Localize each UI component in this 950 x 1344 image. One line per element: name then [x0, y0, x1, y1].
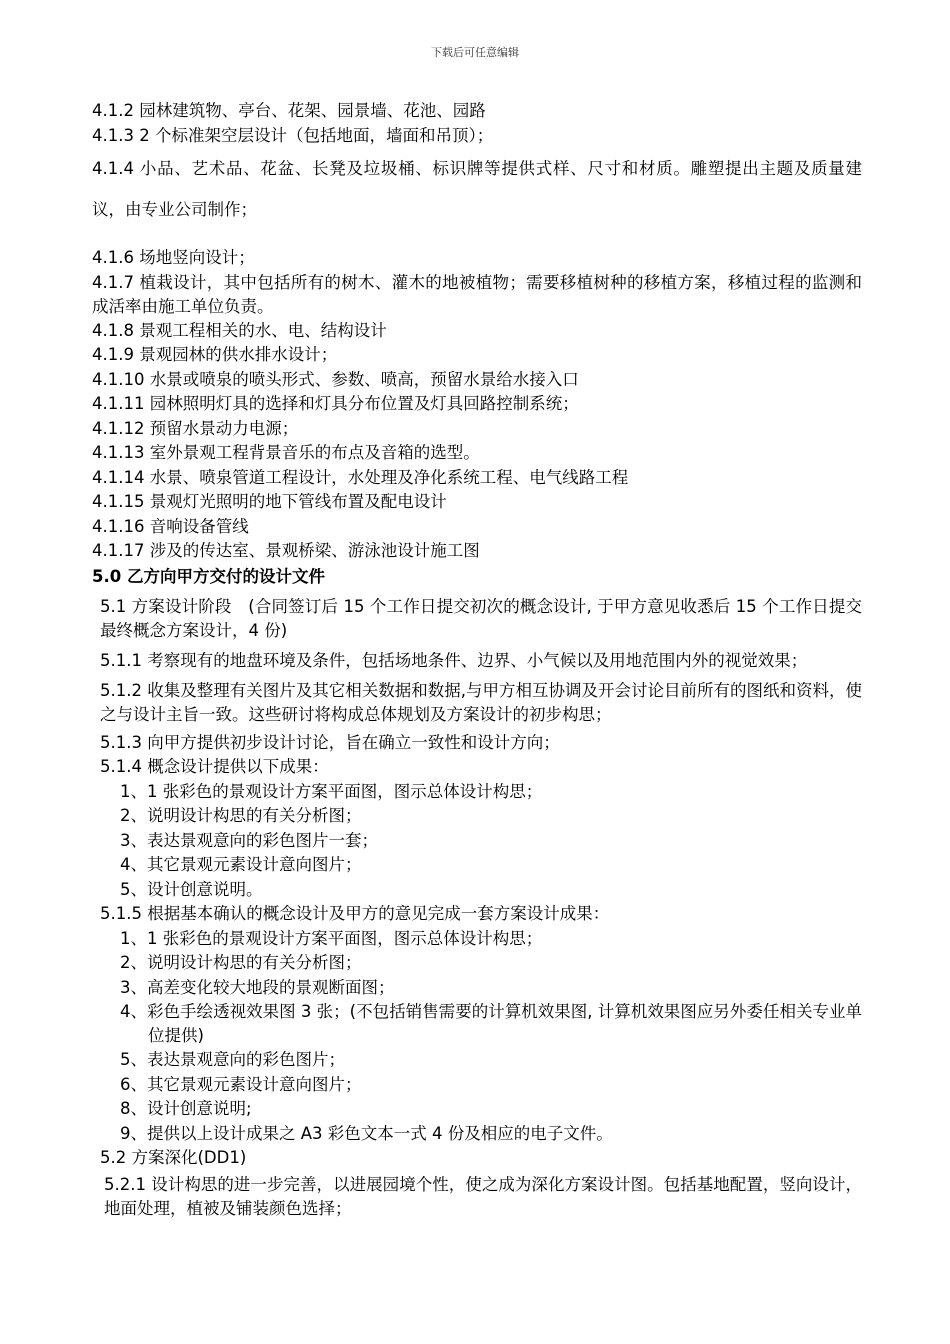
- document-body: [92, 99, 862, 1221]
- para-5-1-4: 5.1.4 概念设计提供以下成果：: [100, 757, 329, 776]
- item-4-1-8: 4.1.8 景观工程相关的水、电、结构设计: [92, 320, 387, 340]
- para-5-1-2: 5.1.2 收集及整理有关图片及其它相关数据和数据,与甲方相互协调及开会讨论目前所有的图纸和资料，使之与设计主旨一致。这些研讨将构成总体规划及方案设计的初步构思；: [100, 680, 862, 724]
- para-5-1-1: 5.1.1 考察现有的地盘环境及条件，包括场地条件、边界、小气候以及用地范围内外的视觉效果；: [100, 650, 808, 670]
- para-5-2: 5.2 方案深化(DD1): [100, 1148, 247, 1167]
- section-heading-5-0: 5.0 乙方向甲方交付的设计文件: [92, 566, 325, 586]
- item-4-1-16: 4.1.16 音响设备管线: [92, 516, 249, 536]
- list-item: 1、1 张彩色的景观设计方案平面图，图示总体设计构思；: [120, 928, 543, 948]
- list-item: 3、表达景观意向的彩色图片一套；: [120, 830, 378, 850]
- item-4-1-2: 4.1.2 园林建筑物、亭台、花架、园景墙、花池、园路: [92, 101, 486, 120]
- list-item: 2、说明设计构思的有关分析图；: [120, 953, 362, 972]
- item-4-1-11: 4.1.11 园林照明灯具的选择和灯具分布位置及灯具回路控制系统；: [92, 394, 579, 413]
- para-5-2-1: 5.2.1 设计构思的进一步完善，以进展园境个性，使之成为深化方案设计图。包括基地配置，竖向设计，地面处理，植被及铺装颜色选择；: [104, 1174, 862, 1218]
- item-4-1-10: 4.1.10 水景或喷泉的喷头形式、参数、喷高，预留水景给水接入口: [92, 369, 579, 389]
- list-item: 3、高差变化较大地段的景观断面图；: [120, 977, 395, 997]
- item-4-1-12: 4.1.12 预留水景动力电源；: [92, 418, 299, 438]
- item-4-1-15: 4.1.15 景观灯光照明的地下管线布置及配电设计: [92, 492, 447, 511]
- item-4-1-4: 4.1.4 小品、艺术品、花盆、长凳及垃圾桶、标识牌等提供式样、尺寸和材质。雕塑提出主题及质量建议，由专业公司制作；: [92, 159, 862, 219]
- para-5-1: 5.1 方案设计阶段 (合同签订后 15 个工作日提交初次的概念设计, 于甲方意见收悉后 15 个工作日提交最终概念方案设计，4 份): [100, 596, 862, 640]
- list-item: 5、设计创意说明。: [120, 879, 263, 899]
- list-item: 5、表达景观意向的彩色图片；: [120, 1050, 345, 1069]
- list-item: 4、彩色手绘透视效果图 3 张；(不包括销售需要的计算机效果图, 计算机效果图应另外委任相关专业单位提供): [120, 1002, 862, 1045]
- page-header: 下载后可任意编辑: [431, 46, 519, 59]
- para-5-1-3: 5.1.3 向甲方提供初步设计讨论，旨在确立一致性和设计方向；: [100, 732, 560, 752]
- item-4-1-17: 4.1.17 涉及的传达室、景观桥梁、游泳池设计施工图: [92, 541, 480, 560]
- list-item: 8、设计创意说明;: [120, 1099, 252, 1118]
- item-4-1-6: 4.1.6 场地竖向设计；: [92, 248, 255, 267]
- list-item: 2、说明设计构思的有关分析图；: [120, 806, 362, 825]
- list-item: 1、1 张彩色的景观设计方案平面图，图示总体设计构思；: [120, 781, 543, 801]
- list-item: 9、提供以上设计成果之 A3 彩色文本一式 4 份及相应的电子文件。: [120, 1123, 613, 1143]
- list-item: 6、其它景观元素设计意向图片；: [120, 1074, 362, 1094]
- para-5-1-5: 5.1.5 根据基本确认的概念设计及甲方的意见完成一套方案设计成果：: [100, 904, 610, 923]
- item-4-1-14: 4.1.14 水景、喷泉管道工程设计，水处理及净化系统工程、电气线路工程: [92, 467, 629, 487]
- item-4-1-13: 4.1.13 室外景观工程背景音乐的布点及音箱的选型。: [92, 443, 480, 462]
- list-item: 4、其它景观元素设计意向图片；: [120, 855, 362, 874]
- item-4-1-9: 4.1.9 景观园林的供水排水设计；: [92, 345, 338, 364]
- item-4-1-3: 4.1.3 2 个标准架空层设计（包括地面，墙面和吊顶）；: [92, 125, 494, 145]
- item-4-1-7: 4.1.7 植栽设计，其中包括所有的树木、灌木的地被植物；需要移植树种的移植方案，移植过程的监测和成活率由施工单位负责。: [92, 272, 862, 316]
